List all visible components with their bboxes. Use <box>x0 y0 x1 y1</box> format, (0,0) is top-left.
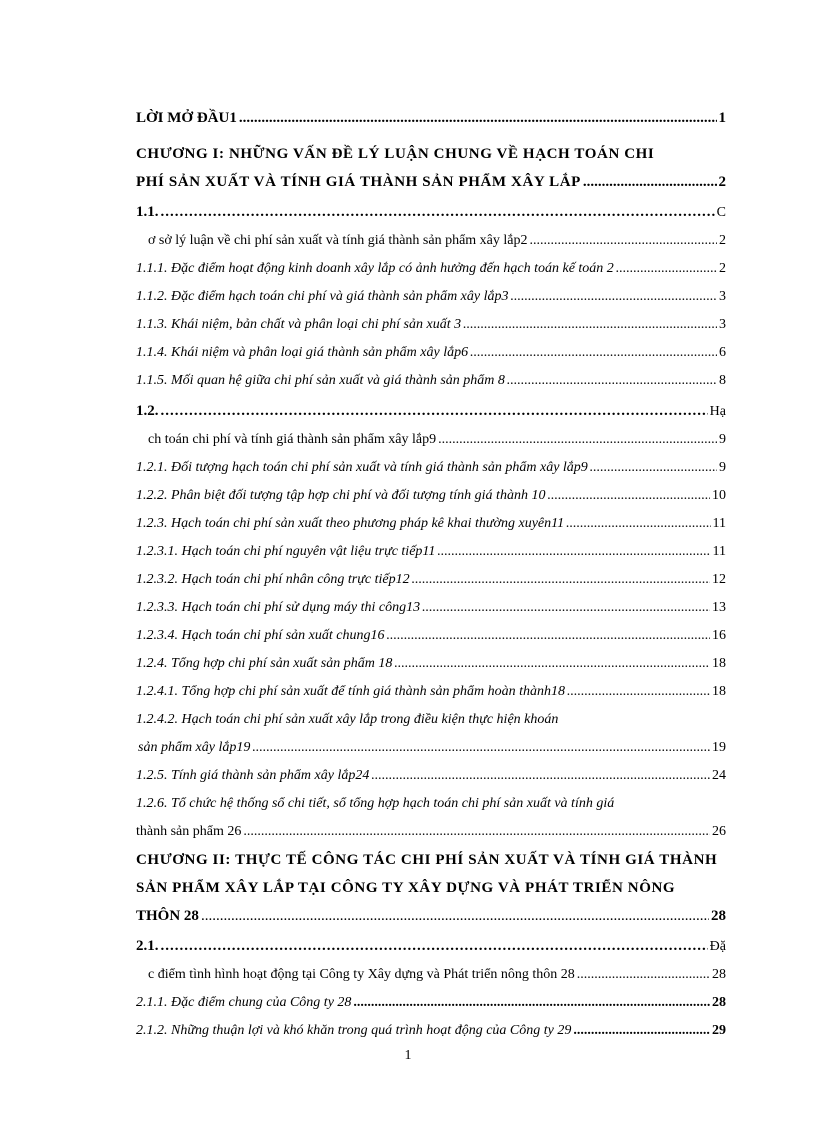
toc-entry-text: 1.1.1. Đặc điểm hoạt động kinh doanh xây lắp có ảnh hưởng đến hạch toán kế toán 2 <box>136 261 614 276</box>
toc-entry-text: 1.2.3.2. Hạch toán chi phí nhân công trực tiếp12 <box>136 572 410 587</box>
toc-leader <box>566 510 710 538</box>
toc-page-number: 1 <box>718 110 726 126</box>
toc-leader <box>438 426 717 454</box>
toc-page-number: 24 <box>712 768 726 783</box>
toc-leader <box>422 594 710 622</box>
toc-leader <box>530 227 717 255</box>
toc-entry-text: 1.2.4.1. Tổng hợp chi phí sản xuất để tính giá thành sản phẩm hoàn thành18 <box>136 684 566 699</box>
toc-leader <box>616 255 717 283</box>
toc-entry-text: 2.1.1. Đặc điểm chung của Công ty 28 <box>136 995 352 1010</box>
toc-entry-text: 1.2.3. Hạch toán chi phí sản xuất theo phương pháp kê khai thường xuyên11 <box>136 516 565 531</box>
toc-entry-1-2[interactable] <box>136 397 726 454</box>
toc-entry-chuong-2[interactable] <box>136 846 726 930</box>
toc-entry-text: ơ sở lý luận về chi phí sản xuất và tính giá thành sản phẩm xây lắp2 <box>148 233 528 248</box>
toc-entry-1-2-1[interactable] <box>136 454 726 482</box>
toc-entry-chuong-1[interactable] <box>136 140 726 196</box>
toc-entry-text: 1.2.3.3. Hạch toán chi phí sử dụng máy thi công13 <box>136 600 421 615</box>
toc-leader <box>353 989 710 1017</box>
toc-page-number: 8 <box>719 373 726 388</box>
toc-leader <box>590 454 717 482</box>
toc-leader <box>243 818 710 846</box>
toc-entry-number: 1.1. <box>136 204 159 220</box>
toc-leader <box>437 538 710 566</box>
toc-entry-text: 1.2.4. Tổng hợp chi phí sản xuất sản phẩm 18 <box>136 656 393 671</box>
toc-entry-2-1[interactable] <box>136 932 726 989</box>
toc-page-number: 11 <box>712 544 726 559</box>
toc-entry-1-2-3-4[interactable] <box>136 622 726 650</box>
toc-entry-1-2-4-2[interactable] <box>136 706 726 762</box>
toc-leader <box>507 367 717 395</box>
toc-entry-number: 1.2. <box>136 403 159 419</box>
toc-leader <box>161 397 708 425</box>
toc-page-number: 16 <box>712 628 726 643</box>
toc-entry-text-line3: THÔN 28 <box>136 908 199 924</box>
toc-leader <box>511 283 717 311</box>
toc-entry-text: c điểm tình hình hoạt động tại Công ty Xây dựng và Phát triển nông thôn 28 <box>148 967 575 982</box>
toc-leader <box>567 678 710 706</box>
toc-entry-text-line2: thành sản phẩm 26 <box>136 824 242 839</box>
toc-leader <box>386 622 710 650</box>
toc-entry-2-1-2[interactable] <box>136 1017 726 1045</box>
toc-entry-1-2-3-3[interactable] <box>136 594 726 622</box>
toc-entry-text: 1.2.5. Tính giá thành sản phẩm xây lắp24 <box>136 768 370 783</box>
toc-page-number: 3 <box>719 289 726 304</box>
toc-entry-text-line2: PHÍ SẢN XUẤT VÀ TÍNH GIÁ THÀNH SẢN PHẨM XÂY LẮP <box>136 174 581 190</box>
toc-page-number: 18 <box>712 684 726 699</box>
toc-entry-2-1-1[interactable] <box>136 989 726 1017</box>
toc-page-number: 12 <box>712 572 726 587</box>
toc-entry-wrap-char: Hạ <box>709 404 726 419</box>
toc-entry-text-line1: 1.2.4.2. Hạch toán chi phí sản xuất xây lắp trong điều kiện thực hiện khoán <box>136 712 559 727</box>
toc-page-number: 10 <box>712 488 726 503</box>
toc-entry-1-2-3[interactable] <box>136 510 726 538</box>
toc-entry-loi-mo-dau[interactable] <box>136 110 726 139</box>
toc-entry-1-2-5[interactable] <box>136 762 726 790</box>
toc-leader <box>583 168 717 196</box>
toc-leader <box>470 339 717 367</box>
toc-entry-number: 2.1. <box>136 938 159 954</box>
toc-page-number: 13 <box>712 600 726 615</box>
toc-entry-text: 1.2.3.4. Hạch toán chi phí sản xuất chung16 <box>136 628 385 643</box>
toc-page-number: 28 <box>711 908 726 924</box>
toc-leader <box>577 961 710 989</box>
toc-entry-text-line1: CHƯƠNG I: NHỮNG VẤN ĐỀ LÝ LUẬN CHUNG VỀ HẠCH TOÁN CHI <box>136 146 655 162</box>
toc-page-number: 3 <box>719 317 726 332</box>
toc-page-number: 28 <box>712 995 726 1010</box>
toc-entry-text: ch toán chi phí và tính giá thành sản phẩm xây lắp9 <box>148 432 437 447</box>
toc-page-number: 2 <box>718 174 726 190</box>
toc-page-number: 19 <box>712 740 726 755</box>
toc-leader <box>161 932 708 960</box>
toc-entry-text: 1.1.2. Đặc điểm hạch toán chi phí và giá thành sản phẩm xây lắp3 <box>136 289 509 304</box>
toc-entry-1-2-4-1[interactable] <box>136 678 726 706</box>
table-of-contents <box>136 110 726 1045</box>
toc-entry-text: 2.1.2. Những thuận lợi và khó khăn trong quá trình hoạt động của Công ty 29 <box>136 1023 572 1038</box>
toc-page-number: 9 <box>719 432 726 447</box>
toc-entry-1-2-3-2[interactable] <box>136 566 726 594</box>
toc-leader <box>161 198 715 226</box>
toc-entry-1-1[interactable] <box>136 198 726 255</box>
toc-entry-1-1-4[interactable] <box>136 339 726 367</box>
toc-page-number: 28 <box>712 967 726 982</box>
toc-page-number: 2 <box>719 261 726 276</box>
toc-leader <box>463 311 717 339</box>
toc-entry-text: 1.2.2. Phân biệt đối tượng tập hợp chi phí và đối tượng tính giá thành 10 <box>136 488 546 503</box>
toc-entry-text: 1.2.3.1. Hạch toán chi phí nguyên vật liệu trực tiếp11 <box>136 544 436 559</box>
toc-entry-text: 1.2.1. Đối tượng hạch toán chi phí sản xuất và tính giá thành sản phẩm xây lắp9 <box>136 460 588 475</box>
toc-leader <box>394 650 710 678</box>
toc-entry-text: 1.1.4. Khái niệm và phân loại giá thành sản phẩm xây lắp6 <box>136 345 469 360</box>
toc-page-number: 29 <box>712 1023 726 1038</box>
toc-entry-1-2-6[interactable] <box>136 790 726 846</box>
toc-leader <box>252 734 710 762</box>
toc-entry-text: LỜI MỞ ĐẦU1 <box>136 110 237 126</box>
toc-page-number: 11 <box>712 516 726 531</box>
toc-page-number: 9 <box>719 460 726 475</box>
toc-entry-text-line1: 1.2.6. Tổ chức hệ thống sổ chi tiết, sổ tổng hợp hạch toán chi phí sản xuất và tính giá <box>136 796 615 811</box>
toc-page-number: 2 <box>719 233 726 248</box>
toc-leader <box>573 1017 710 1045</box>
toc-entry-1-2-3-1[interactable] <box>136 538 726 566</box>
toc-entry-text-line2: sản phẩm xây lắp19 <box>138 740 251 755</box>
toc-entry-text: 1.1.3. Khái niệm, bản chất và phân loại chi phí sản xuất 3 <box>136 317 462 332</box>
toc-page-number: 18 <box>712 656 726 671</box>
toc-entry-text: 1.1.5. Mối quan hệ giữa chi phí sản xuất và giá thành sản phẩm 8 <box>136 373 505 388</box>
toc-leader <box>547 482 710 510</box>
toc-entry-wrap-char: Đặ <box>709 939 726 954</box>
toc-entry-1-1-5[interactable] <box>136 367 726 395</box>
toc-entry-wrap-char: C <box>716 205 726 220</box>
toc-entry-1-1-2[interactable] <box>136 283 726 311</box>
toc-entry-1-2-2[interactable] <box>136 482 726 510</box>
toc-page-number: 26 <box>712 824 726 839</box>
page-number-footer: 1 <box>404 1048 412 1063</box>
toc-leader <box>412 566 710 594</box>
toc-leader <box>371 762 710 790</box>
toc-entry-1-1-1[interactable] <box>136 255 726 283</box>
toc-leader <box>239 110 717 127</box>
toc-entry-1-1-3[interactable] <box>136 311 726 339</box>
toc-leader <box>201 902 709 930</box>
toc-entry-text-line1: CHƯƠNG II: THỰC TẾ CÔNG TÁC CHI PHÍ SẢN XUẤT VÀ TÍNH GIÁ THÀNH <box>136 852 718 868</box>
toc-entry-text-line2: SẢN PHẨM XÂY LẮP TẠI CÔNG TY XÂY DỰNG VÀ PHÁT TRIỂN NÔNG <box>136 880 676 896</box>
toc-page-number: 6 <box>719 345 726 360</box>
toc-entry-1-2-4[interactable] <box>136 650 726 678</box>
